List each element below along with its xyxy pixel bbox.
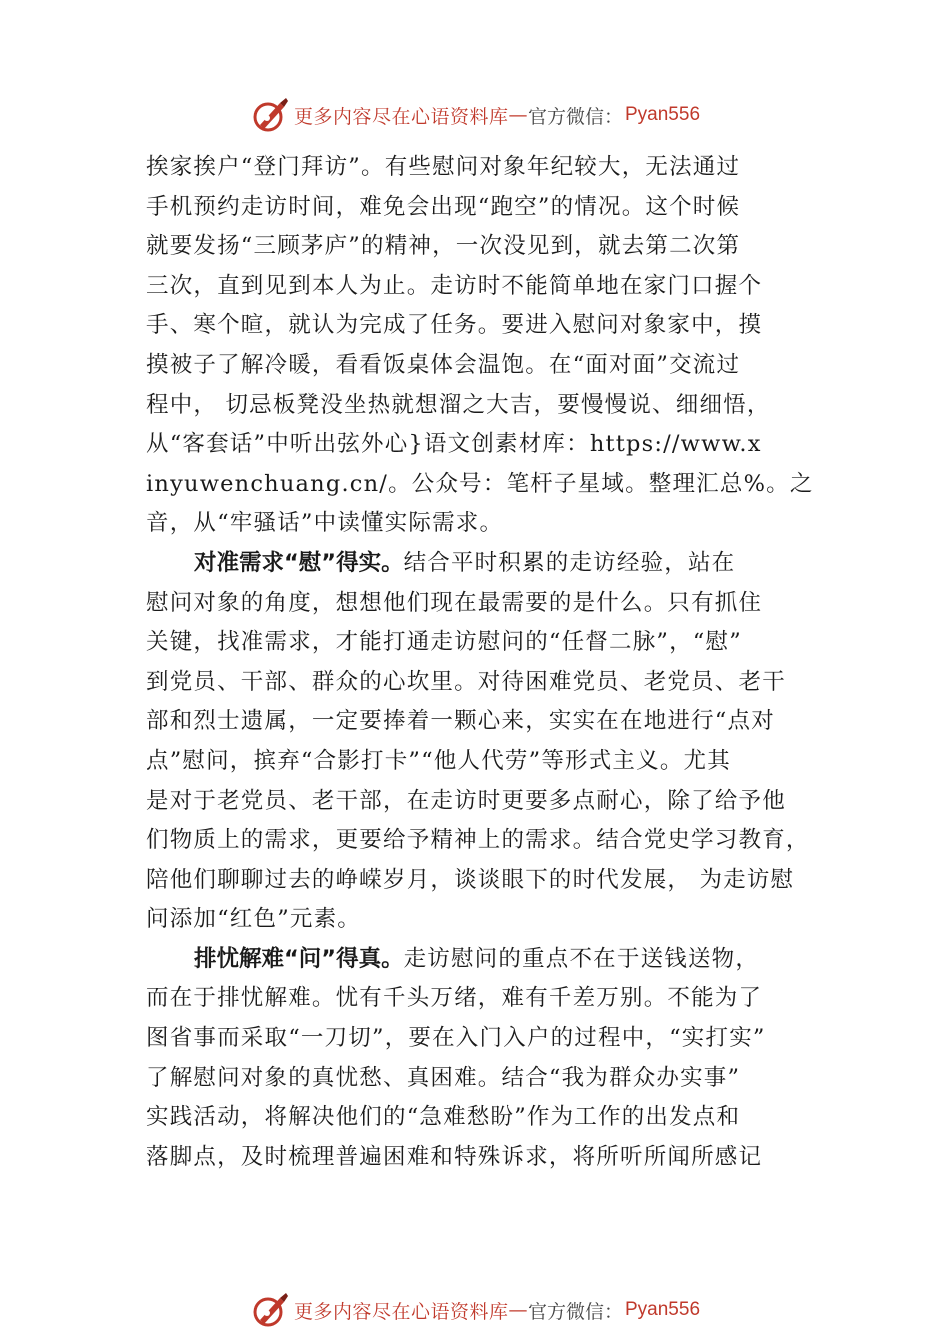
text-line bbox=[146, 267, 826, 307]
line-text: 手、寒个暄，就认为完成了任务。要进入慰问对象家中，摸 bbox=[146, 312, 763, 339]
line-text: 部和烈士遗属，一定要捧着一颗心来，实实在在地进行“点对 bbox=[146, 708, 775, 735]
line-text: 问添加“红色”元素。 bbox=[146, 906, 362, 933]
line-text: 图省事而采取“一刀切”，要在入门入户的过程中，“实打实” bbox=[146, 1025, 766, 1052]
line-text: 走访慰问的重点不在于送钱送物， bbox=[403, 945, 760, 972]
line-text: 到党员、干部、群众的心坎里。对待困难党员、老党员、老干 bbox=[146, 668, 786, 695]
pen-logo-icon bbox=[250, 1290, 290, 1330]
text-line bbox=[146, 861, 826, 901]
banner-title: 更多内容尽在心语资料库 bbox=[293, 1300, 509, 1323]
text-line bbox=[146, 584, 826, 624]
line-text: 手机预约走访时间，难免会出现“跑空”的情况。这个时候 bbox=[146, 193, 741, 220]
line-text: 而在于排忧解难。忧有千头万绪，难有千差万别。不能为了 bbox=[146, 985, 763, 1012]
line-text: 结合平时积累的走访经验，站在 bbox=[403, 549, 736, 576]
line-text: 落脚点，及时梳理普遍困难和特殊诉求，将所听所闻所感记 bbox=[146, 1143, 763, 1170]
line-text: 三次，直到见到本人为止。走访时不能简单地在家门口握个 bbox=[146, 272, 763, 299]
text-line bbox=[146, 544, 826, 584]
line-text: 实践活动，将解决他们的“急难愁盼”作为工作的出发点和 bbox=[146, 1104, 741, 1131]
line-text: 摸被子了解冷暖，看看饭桌体会温饱。在“面对面”交流过 bbox=[146, 351, 741, 378]
text-line bbox=[146, 742, 826, 782]
text-line bbox=[146, 940, 826, 980]
text-line bbox=[146, 227, 826, 267]
text-line bbox=[146, 702, 826, 742]
text-line bbox=[146, 504, 826, 544]
text-line bbox=[146, 663, 826, 703]
text-line bbox=[146, 900, 826, 940]
document-body bbox=[146, 148, 826, 1177]
line-text: inyuwenchuang.cn/。公众号：笔杆子星域。整理汇总%。之 bbox=[146, 470, 814, 497]
line-text: 音，从“牢骚话”中读懂实际需求。 bbox=[146, 510, 504, 537]
text-line bbox=[146, 346, 826, 386]
line-text: 程中， 切忌板凳没坐热就想溜之大吉，要慢慢说、细细悟， bbox=[146, 391, 771, 418]
text-line bbox=[146, 306, 826, 346]
text-line bbox=[146, 425, 826, 465]
line-text: 是对于老党员、老干部，在走访时更要多点耐心，除了给予他 bbox=[146, 787, 786, 814]
section-heading: 排忧解难“问”得真。 bbox=[194, 945, 404, 972]
line-text: 关键，找准需求，才能打通走访慰问的“任督二脉”，“慰” bbox=[146, 629, 742, 656]
header-banner bbox=[0, 93, 950, 137]
banner-title: 更多内容尽在心语资料库 bbox=[293, 105, 509, 128]
text-line bbox=[146, 386, 826, 426]
text-line bbox=[146, 1059, 826, 1099]
section-heading: 对准需求“慰”得实。 bbox=[194, 549, 404, 576]
banner-dash: — bbox=[508, 104, 528, 126]
footer-banner bbox=[0, 1288, 950, 1332]
text-line bbox=[146, 979, 826, 1019]
text-line bbox=[146, 1019, 826, 1059]
line-text: 了解慰问对象的真忧愁、真困难。结合“我为群众办实事” bbox=[146, 1064, 741, 1091]
text-line bbox=[146, 782, 826, 822]
banner-wechat-label: 官方微信： bbox=[527, 1300, 623, 1323]
text-line bbox=[146, 148, 826, 188]
line-text: 就要发扬“三顾茅庐”的精神，一次没见到，就去第二次第 bbox=[146, 233, 741, 260]
line-text: 慰问对象的角度，想想他们现在最需要的是什么。只有抓住 bbox=[146, 589, 763, 616]
line-text: 从“客套话”中听出弦外心}语文创素材库：https://www.x bbox=[146, 431, 762, 458]
text-line bbox=[146, 821, 826, 861]
text-line bbox=[146, 623, 826, 663]
line-text: 们物质上的需求，更要给予精神上的需求。结合党史学习教育， bbox=[146, 827, 810, 854]
text-line bbox=[146, 1138, 826, 1178]
banner-wechat-id: Pyan556 bbox=[625, 104, 701, 125]
text-line bbox=[146, 465, 826, 505]
banner-dash: — bbox=[508, 1299, 528, 1321]
text-line bbox=[146, 1098, 826, 1138]
text-line bbox=[146, 188, 826, 228]
line-text: 点”慰问，摈弃“合影打卡”“他人代劳”等形式主义。尤其 bbox=[146, 747, 731, 774]
pen-logo-icon bbox=[250, 95, 290, 135]
line-text: 挨家挨户“登门拜访”。有些慰问对象年纪较大，无法通过 bbox=[146, 154, 741, 180]
line-text: 陪他们聊聊过去的峥嵘岁月，谈谈眼下的时代发展， 为走访慰 bbox=[146, 866, 795, 893]
banner-wechat-id: Pyan556 bbox=[625, 1299, 701, 1320]
banner-wechat-label: 官方微信： bbox=[527, 105, 623, 128]
